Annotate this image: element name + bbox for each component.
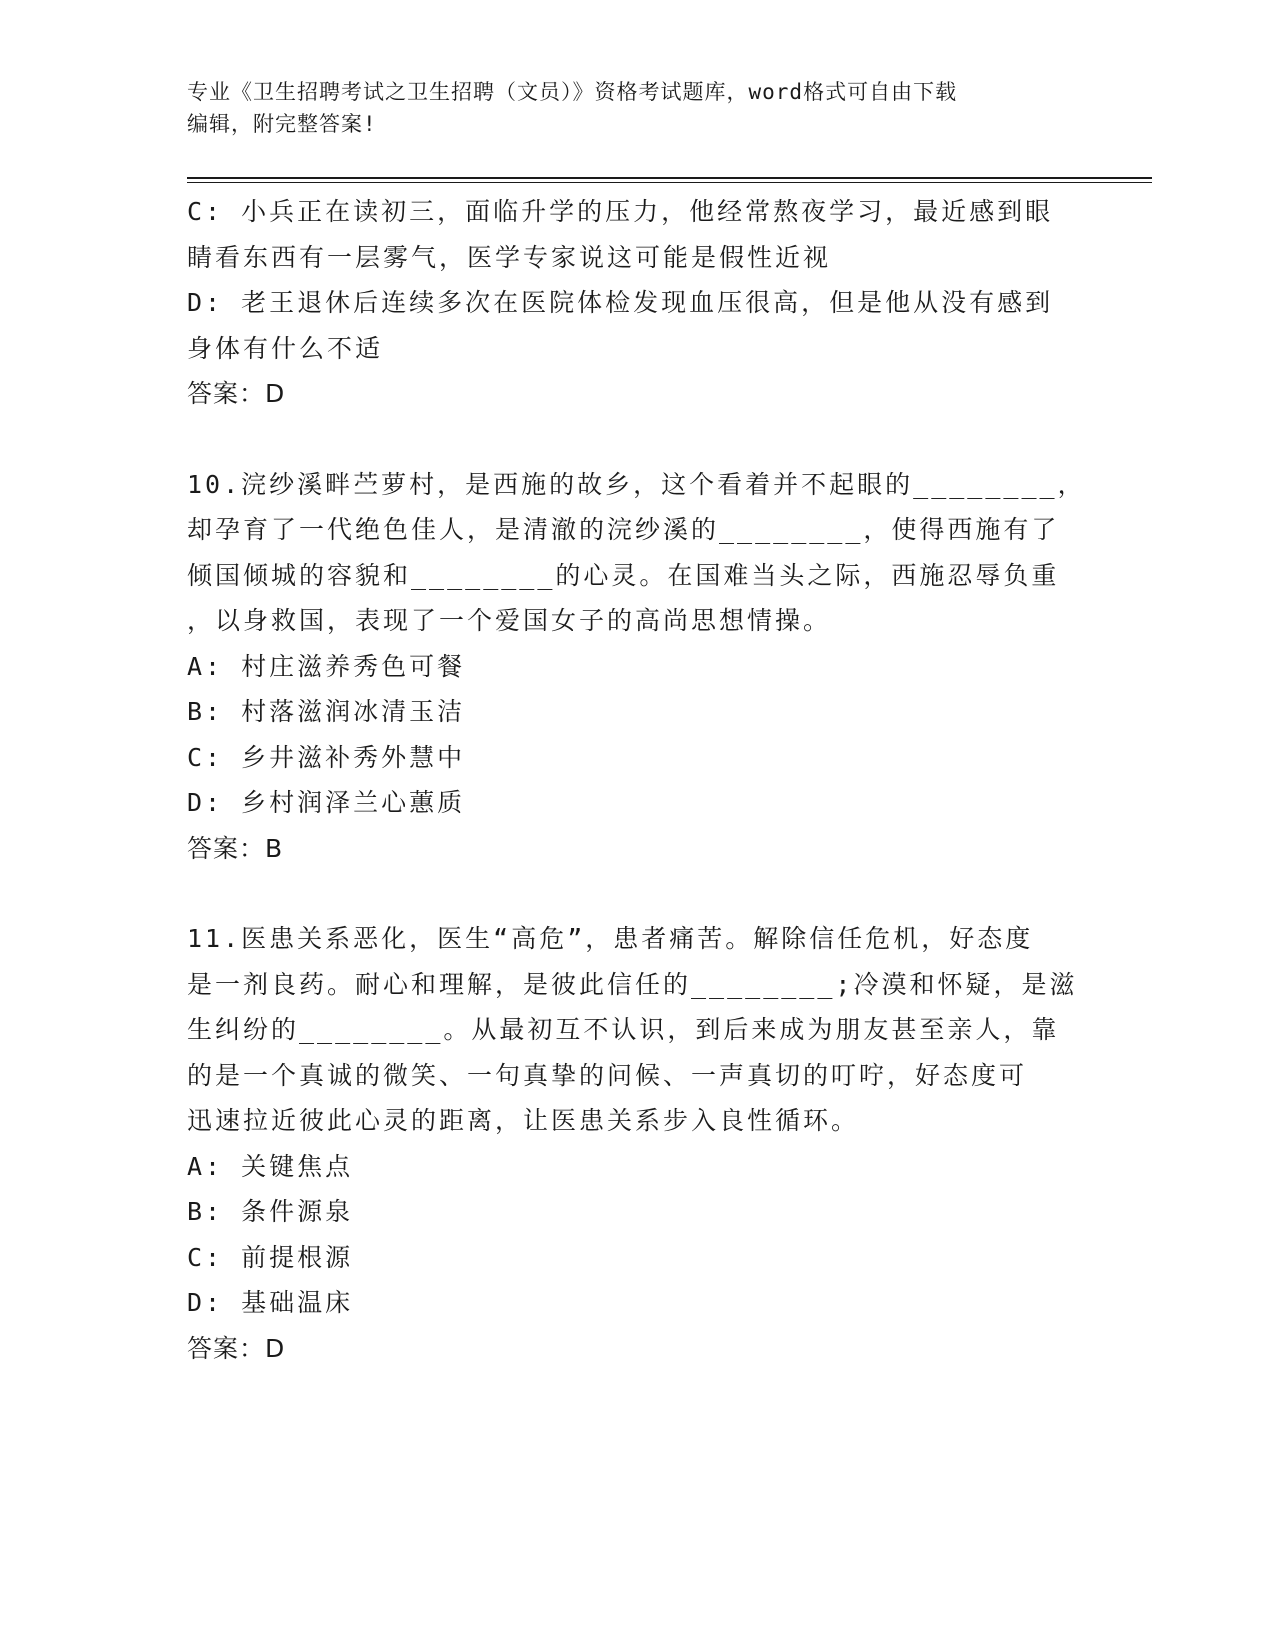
option-d: D: 基础温床 bbox=[187, 1288, 354, 1317]
header-line-2: 编辑，附完整答案! bbox=[187, 112, 377, 136]
question-stem-line: ，以身救国，表现了一个爱国女子的高尚思想情操。 bbox=[187, 606, 832, 635]
question-11 bbox=[187, 916, 1087, 1371]
document-header bbox=[187, 76, 1067, 140]
question-stem-line: 10.浣纱溪畔苎萝村，是西施的故乡，这个看着并不起眼的________， bbox=[187, 469, 1086, 499]
document-body bbox=[187, 189, 1087, 1371]
question-stem-line: 迅速拉近彼此心灵的距离，让医患关系步入良性循环。 bbox=[187, 1106, 860, 1135]
question-stem-line: 倾国倾城的容貌和________的心灵。在国难当头之际，西施忍辱负重 bbox=[187, 560, 1060, 590]
answer-line: 答案：D bbox=[187, 1333, 286, 1363]
option-d-line-1: D: 老王退休后连续多次在医院体检发现血压很高，但是他从没有感到 bbox=[187, 288, 1054, 317]
option-b: B: 村落滋润冰清玉洁 bbox=[187, 697, 466, 726]
option-a: A: 村庄滋养秀色可餐 bbox=[187, 651, 466, 681]
option-c-line-2: 睛看东西有一层雾气，医学专家说这可能是假性近视 bbox=[187, 242, 832, 272]
question-stem-line: 生纠纷的________。从最初互不认识，到后来成为朋友甚至亲人，靠 bbox=[187, 1015, 1060, 1044]
question-stem-line: 的是一个真诚的微笑、一句真挚的问候、一声真切的叮咛，好态度可 bbox=[187, 1060, 1028, 1090]
header-divider-thick bbox=[187, 177, 1152, 179]
question-stem-line: 却孕育了一代绝色佳人，是清澈的浣纱溪的________，使得西施有了 bbox=[187, 515, 1060, 544]
question-9-continuation bbox=[187, 189, 1087, 417]
question-stem-line: 是一剂良药。耐心和理解，是彼此信任的________;冷漠和怀疑，是滋 bbox=[187, 969, 1078, 999]
option-d-line-2: 身体有什么不适 bbox=[187, 333, 384, 363]
header-divider-thin bbox=[187, 182, 1152, 183]
header-line-1: 专业《卫生招聘考试之卫生招聘（文员）》资格考试题库，word格式可自由下载 bbox=[187, 80, 958, 104]
option-a: A: 关键焦点 bbox=[187, 1151, 354, 1181]
question-10 bbox=[187, 462, 1087, 872]
answer-line: 答案：B bbox=[187, 833, 284, 863]
answer-line: 答案：D bbox=[187, 379, 286, 408]
question-stem-line: 11.医患关系恶化，医生“高危”，患者痛苦。解除信任危机，好态度 bbox=[187, 924, 1034, 953]
option-d: D: 乡村润泽兰心蕙质 bbox=[187, 788, 466, 817]
option-c: C: 前提根源 bbox=[187, 1242, 354, 1272]
option-c: C: 乡井滋补秀外慧中 bbox=[187, 742, 466, 772]
option-c-line-1: C: 小兵正在读初三，面临升学的压力，他经常熬夜学习，最近感到眼 bbox=[187, 197, 1054, 226]
option-b: B: 条件源泉 bbox=[187, 1197, 354, 1226]
